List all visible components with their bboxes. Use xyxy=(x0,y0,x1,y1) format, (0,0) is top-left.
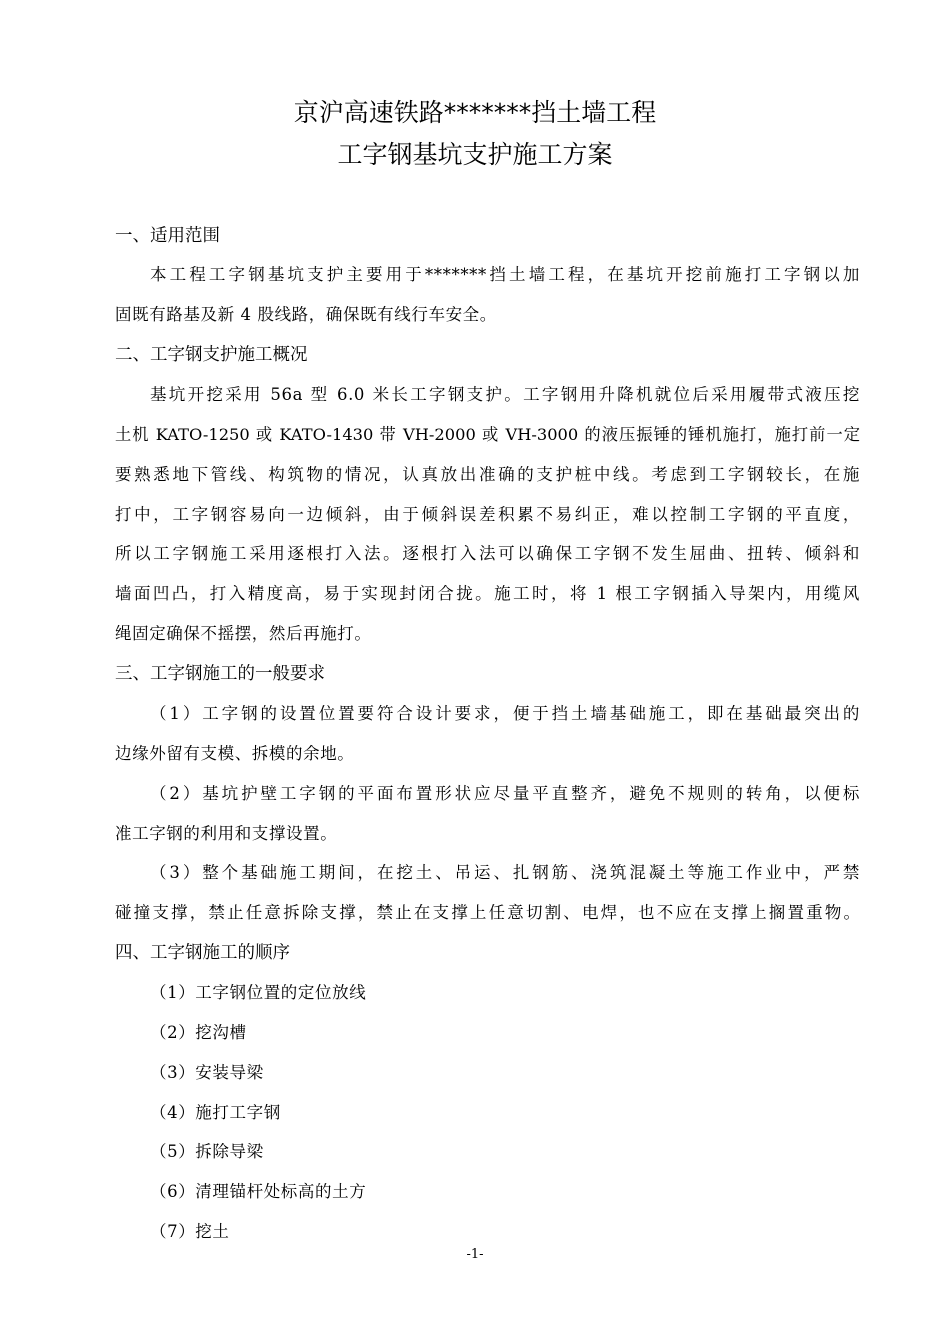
paragraph-line: 固既有路基及新 4 股线路，确保既有线行车安全。 xyxy=(115,305,497,324)
paragraph-line: 土机 KATO-1250 或 KATO-1430 带 VH-2000 或 VH-3000 的液压振锤的锤机施打，施打前一定 xyxy=(115,425,860,444)
paragraph-line: 边缘外留有支模、拆模的余地。 xyxy=(115,744,355,763)
list-item: （2）挖沟槽 xyxy=(150,1023,247,1042)
section-heading-scope: 一、适用范围 xyxy=(115,226,220,246)
paragraph-line: 所以工字钢施工采用逐根打入法。逐根打入法可以确保工字钢不发生屈曲、扭转、倾斜和 xyxy=(115,544,860,563)
paragraph-line: （3）整个基础施工期间，在挖土、吊运、扎钢筋、浇筑混凝土等施工作业中，严禁 xyxy=(150,863,860,882)
paragraph-line: 本工程工字钢基坑支护主要用于*******挡土墙工程，在基坑开挖前施打工字钢以加 xyxy=(150,265,860,284)
paragraph-line: （1）工字钢的设置位置要符合设计要求，便于挡土墙基础施工，即在基础最突出的 xyxy=(150,704,860,723)
paragraph-line: 要熟悉地下管线、构筑物的情况，认真放出准确的支护桩中线。考虑到工字钢较长，在施 xyxy=(115,465,860,484)
section-heading-requirements: 三、工字钢施工的一般要求 xyxy=(115,664,325,684)
page-number: -1- xyxy=(466,1247,484,1262)
paragraph-line: （2）基坑护壁工字钢的平面布置形状应尽量平直整齐，避免不规则的转角，以便标 xyxy=(150,784,860,803)
paragraph-line: 碰撞支撑，禁止任意拆除支撑，禁止在支撑上任意切割、电焊，也不应在支撑上搁置重物。 xyxy=(115,903,860,922)
list-item: （6）清理锚杆处标高的土方 xyxy=(150,1182,367,1201)
list-item: （1）工字钢位置的定位放线 xyxy=(150,983,367,1002)
paragraph-line: 墙面凹凸，打入精度高，易于实现封闭合拢。施工时，将 1 根工字钢插入导架内，用缆风 xyxy=(115,584,860,603)
paragraph-line: 基坑开挖采用 56a 型 6.0 米长工字钢支护。工字钢用升降机就位后采用履带式液压挖 xyxy=(150,385,860,404)
list-item: （4）施打工字钢 xyxy=(150,1103,281,1122)
list-item: （5）拆除导梁 xyxy=(150,1142,264,1161)
list-item: （3）安装导梁 xyxy=(150,1063,264,1082)
paragraph-line: 准工字钢的利用和支撑设置。 xyxy=(115,824,338,843)
document-title-line2: 工字钢基坑支护施工方案 xyxy=(337,140,613,169)
section-heading-sequence: 四、工字钢施工的顺序 xyxy=(115,943,290,963)
document-title-line1: 京沪高速铁路*******挡土墙工程 xyxy=(293,98,657,127)
paragraph-line: 打中，工字钢容易向一边倾斜，由于倾斜误差积累不易纠正，难以控制工字钢的平直度， xyxy=(115,505,860,524)
paragraph-line: 绳固定确保不摇摆，然后再施打。 xyxy=(115,624,372,643)
list-item: （7）挖土 xyxy=(150,1222,230,1241)
section-heading-overview: 二、工字钢支护施工概况 xyxy=(115,345,308,365)
